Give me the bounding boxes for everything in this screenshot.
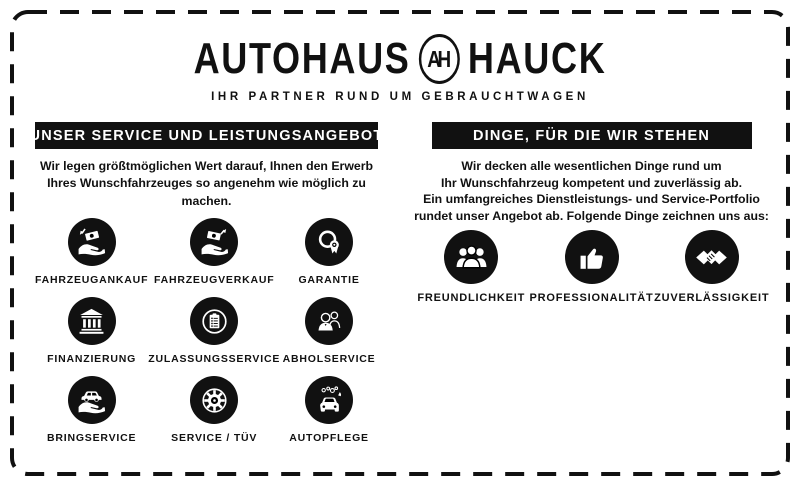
service-item-label: FAHRZEUGVERKAUF: [153, 274, 275, 287]
service-item-label: SERVICE / TÜV: [171, 432, 258, 445]
value-item-zuverlaessigkeit: [654, 230, 770, 304]
header: [0, 34, 800, 103]
services-heading: UNSER SERVICE UND LEISTUNGSANGEBOT: [35, 122, 378, 149]
handshake-icon: [685, 230, 739, 284]
values-intro-line: rundet unser Angebot ab. Folgende Dinge zeichnen uns aus:: [414, 208, 769, 223]
service-item-label: FINANZIERUNG: [47, 353, 137, 366]
service-item-label: AUTOPFLEGE: [289, 432, 369, 445]
services-section: [29, 122, 384, 445]
value-item-professionalitaet: [529, 230, 653, 304]
brand-row: [72, 34, 728, 84]
service-item-bringservice: [35, 376, 148, 444]
services-grid: [35, 218, 378, 444]
values-heading: DINGE, FÜR DIE WIR STEHEN: [432, 122, 752, 149]
registration-clipboard-icon: [190, 297, 238, 345]
car-wash-icon: [305, 376, 353, 424]
service-item-label: FAHRZEUGANKAUF: [35, 274, 149, 287]
values-intro: [413, 158, 770, 224]
tagline: IHR PARTNER RUND UM GEBRAUCHTWAGEN: [211, 91, 589, 103]
value-item-label: ZUVERLÄSSIGKEIT: [654, 292, 770, 305]
warranty-seal-icon: [305, 218, 353, 266]
service-item-autopflege: [280, 376, 378, 444]
service-item-abholservice: [280, 297, 378, 365]
values-intro-line: Wir decken alle wesentlichen Dinge rund um: [461, 159, 722, 173]
values-intro-line: Ihr Wunschfahrzeug kompetent und zuverlässig ab.: [440, 175, 743, 190]
values-section: [413, 122, 770, 304]
service-item-fahrzeugankauf: [35, 218, 148, 286]
service-item-label: BRINGSERVICE: [46, 432, 137, 445]
service-item-label: ZULASSUNGSSERVICE: [148, 353, 281, 366]
value-item-freundlichkeit: [413, 230, 529, 304]
people-group-icon: [444, 230, 498, 284]
service-item-finanzierung: [35, 297, 148, 365]
service-item-label: ABHOLSERVICE: [282, 353, 376, 366]
wheel-gear-icon: [190, 376, 238, 424]
service-item-service-tuev: [148, 376, 280, 444]
logo-monogram-text: AH: [427, 45, 448, 72]
services-intro-line: Ihres Wunschfahrzeuges so angenehm wie möglich zu machen.: [47, 176, 366, 208]
brand-hauck: HAUCK: [467, 34, 607, 83]
money-from-hand-icon: [190, 218, 238, 266]
value-item-label: FREUNDLICHKEIT: [417, 292, 526, 305]
brand-autohaus: AUTOHAUS: [193, 34, 411, 83]
values-intro-line: Ein umfangreiches Dienstleistungs- und Service-Portfolio: [423, 192, 760, 207]
ah-monogram-logo-icon: [419, 34, 460, 84]
thumbs-up-icon: [565, 230, 619, 284]
services-intro: [35, 158, 378, 210]
service-item-zulassungsservice: [148, 297, 280, 365]
money-into-hand-icon: [68, 218, 116, 266]
value-item-label: PROFESSIONALITÄT: [529, 292, 654, 305]
service-item-fahrzeugverkauf: [148, 218, 280, 286]
service-item-label: GARANTIE: [298, 274, 360, 287]
service-item-garantie: [280, 218, 378, 286]
pickup-persons-icon: [305, 297, 353, 345]
car-on-hand-icon: [68, 376, 116, 424]
values-row: [413, 230, 770, 304]
bank-icon: [68, 297, 116, 345]
services-intro-line: Wir legen größtmöglichen Wert darauf, Ihnen den Erwerb: [39, 159, 374, 173]
